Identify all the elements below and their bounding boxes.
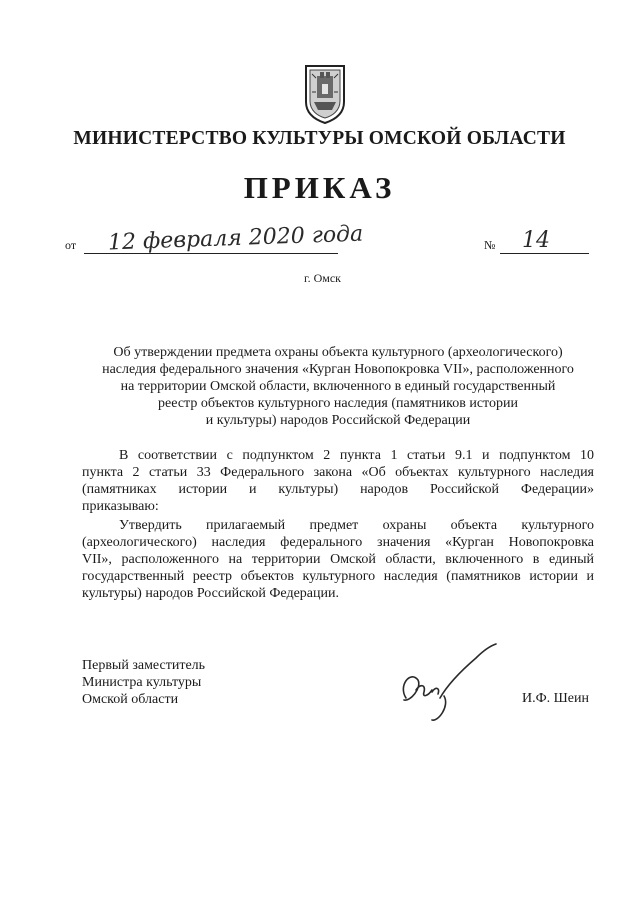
- coat-of-arms-emblem: [302, 62, 348, 124]
- title-line: реестр объектов культурного наследия (памятников истории: [158, 396, 518, 411]
- date-prefix: от: [65, 238, 77, 252]
- paragraph-line: пункта 2 статьи 33 Федерального закона «Об объектах культурного наследия: [82, 465, 594, 480]
- number-underline: [500, 253, 589, 254]
- paragraph-line: VII», расположенного на территории Омской области, включенного в единый: [82, 552, 594, 567]
- position-line: Омской области: [82, 692, 179, 707]
- paragraph-line: (памятниках истории и культуры) народов Российской Федерации»: [82, 482, 594, 497]
- position-line: Министра культуры: [82, 675, 202, 690]
- number-handwritten: 14: [522, 228, 550, 253]
- paragraph-line: Утвердить прилагаемый предмет охраны объекта культурного: [119, 518, 594, 533]
- paragraph-line: приказываю:: [82, 499, 159, 514]
- title-line: наследия федерального значения «Курган Новопокровка VII», расположенного: [102, 362, 574, 377]
- paragraph-line: государственный реестр объектов культурного наследия (памятников истории и: [82, 569, 594, 584]
- ministry-name: МИНИСТЕРСТВО КУЛЬТУРЫ ОМСКОЙ ОБЛАСТИ: [73, 128, 566, 149]
- preamble-paragraph: [82, 447, 594, 515]
- paragraph-line: культуры) народов Российской Федерации.: [82, 586, 339, 601]
- title-line: на территории Омской области, включенного в единый государственный: [120, 379, 556, 394]
- number-prefix: №: [484, 238, 496, 252]
- paragraph-line: В соответствии с подпунктом 2 пункта 1 статьи 9.1 и подпунктом 10: [119, 448, 594, 463]
- position-line: Первый заместитель: [82, 658, 206, 673]
- title-line: Об утверждении предмета охраны объекта культурного (археологического): [113, 345, 563, 360]
- document-type: ПРИКАЗ: [243, 170, 396, 205]
- order-paragraph: [82, 517, 594, 602]
- city: г. Омск: [304, 271, 341, 285]
- signatory-position: [82, 657, 302, 708]
- date-handwritten: 12 февраля 2020 года: [107, 221, 364, 256]
- order-title: [82, 344, 594, 429]
- handwritten-signature: [392, 640, 510, 724]
- title-line: и культуры) народов Российской Федерации: [205, 413, 471, 428]
- paragraph-line: (археологического) наследия федерального значения «Курган Новопокровка: [82, 535, 594, 550]
- signatory-name: И.Ф. Шеин: [522, 691, 589, 706]
